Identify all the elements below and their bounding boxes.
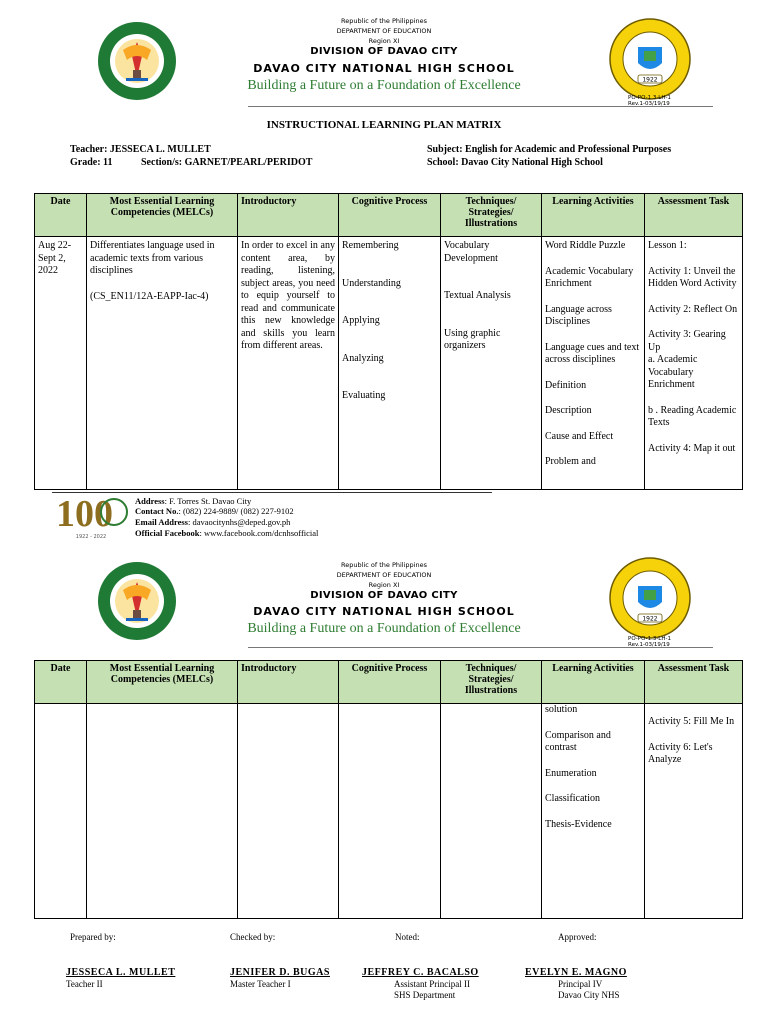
cognitive-item: Analyzing (342, 352, 384, 364)
republic-text: Republic of the Philippines (341, 17, 427, 25)
technique-item: Textual Analysis (444, 290, 511, 301)
assessment-item: Activity 2: Reflect On (648, 303, 738, 315)
checked-position: Master Teacher I (230, 979, 291, 989)
teacher-field: Teacher: JESSECA L. MULLET (70, 144, 211, 155)
header-assessment: Assessment Task (645, 194, 743, 237)
approved-name: EVELYN E. MAGNO (525, 967, 627, 978)
address-label: Address (135, 496, 165, 506)
footer-address (135, 496, 251, 506)
prepared-label: Prepared by: (70, 932, 116, 942)
introductory-cell: In order to excel in any content area, by reading, listening, subject areas, you need to equip yourself to read and communicate this new knowledge and skills you learn from different areas. (238, 237, 339, 490)
activities-cell (542, 237, 645, 490)
activity-item: solution (545, 704, 578, 715)
header-cognitive: Cognitive Process (339, 661, 441, 704)
noted-name: JEFFREY C. BACALSO (362, 967, 479, 978)
department-text: DEPARTMENT OF EDUCATION (336, 27, 432, 35)
footer-email (135, 517, 290, 527)
technique-item: Using graphic organizers (444, 327, 501, 351)
assessment-item: Activity 6: Let's Analyze (648, 741, 713, 765)
doc-rev: Rev.1-03/19/19 (628, 101, 670, 107)
header-introductory: Introductory (238, 661, 339, 704)
cognitive-cell (339, 237, 441, 490)
prepared-position: Teacher II (66, 979, 103, 989)
noted-position: Assistant Principal II (394, 979, 470, 989)
plan-table-page1 (34, 193, 743, 490)
approved-school: Davao City NHS (558, 990, 620, 1000)
date-cell: Aug 22- Sept 2, 2022 (35, 237, 87, 490)
republic-text: Republic of the Philippines (341, 561, 427, 569)
assessment-item: Activity 5: Fill Me In (648, 716, 735, 727)
centennial-logo (52, 486, 130, 542)
header-date: Date (35, 661, 87, 704)
cognitive-item: Evaluating (342, 390, 386, 401)
header-melcs: Most Essential Learning Competencies (MELCs) (87, 661, 238, 704)
activity-item: Thesis-Evidence (545, 818, 612, 830)
header-assessment: Assessment Task (645, 661, 743, 704)
assessment-cell (645, 704, 743, 919)
assessment-item: b . Reading Academic Texts (648, 404, 737, 428)
activity-item: Language cues and text across disciplines (545, 341, 640, 365)
subject-field: Subject: English for Academic and Professional Purposes (427, 144, 672, 155)
activity-item: Description (545, 405, 592, 416)
activity-item: Cause and Effect (545, 430, 614, 442)
cognitive-item: Understanding (342, 277, 401, 289)
header-introductory: Introductory (238, 194, 339, 237)
activity-item: Definition (545, 379, 587, 391)
header-melcs: Most Essential Learning Competencies (MELCs) (87, 194, 238, 237)
email-label: Email Address (135, 517, 188, 527)
school-motto: Building a Future on a Foundation of Excellence (247, 78, 521, 93)
activity-item: Academic Vocabulary Enrichment (545, 265, 634, 289)
department-text: DEPARTMENT OF EDUCATION (336, 571, 432, 579)
doc-code: PO-PO-1.3-LH-1 (628, 636, 671, 642)
table-header-row (35, 661, 743, 704)
melc-text: Differentiates language used in academic texts from various disciplines (90, 240, 215, 276)
assessment-item: Lesson 1: (648, 240, 687, 251)
assessment-item: Activity 1: Unveil the Hidden Word Activity (648, 265, 737, 289)
activity-item: Enumeration (545, 767, 597, 779)
header-date: Date (35, 194, 87, 237)
address-value: : F. Torres St. Davao City (164, 496, 252, 506)
region-text: Region XI (368, 581, 400, 589)
activity-item: Comparison and contrast (545, 729, 611, 753)
sections-field: Section/s: GARNET/PEARL/PERIDOT (141, 157, 313, 168)
melc-cell (87, 237, 238, 490)
techniques-cell (441, 704, 542, 919)
activity-item: Word Riddle Puzzle (545, 240, 626, 251)
header-cognitive: Cognitive Process (339, 194, 441, 237)
table-row (35, 704, 743, 919)
assessment-item: Activity 4: Map it out (648, 442, 736, 454)
school-field: School: Davao City National High School (427, 157, 603, 168)
facebook-value: : www.facebook.com/dcnhsofficial (199, 528, 319, 538)
school-name: DAVAO CITY NATIONAL HIGH SCHOOL (253, 605, 515, 618)
noted-label: Noted: (395, 932, 420, 942)
activity-item: Problem and (545, 456, 596, 467)
checked-label: Checked by: (230, 932, 276, 942)
table-row (35, 237, 743, 490)
facebook-label: Official Facebook (135, 528, 200, 538)
approved-label: Approved: (558, 932, 597, 942)
activity-item: Language across Disciplines (545, 303, 612, 327)
approved-position: Principal IV (558, 979, 603, 989)
header-techniques: Techniques/ Strategies/ Illustrations (441, 661, 542, 704)
cognitive-item: Applying (342, 315, 380, 326)
school-name: DAVAO CITY NATIONAL HIGH SCHOOL (253, 62, 515, 75)
checked-name: JENIFER D. BUGAS (230, 967, 330, 978)
centennial-years: 1922 - 2022 (75, 534, 107, 540)
school-motto: Building a Future on a Foundation of Excellence (247, 621, 521, 636)
footer-facebook (135, 528, 318, 538)
assessment-item: Activity 3: Gearing Up (648, 329, 726, 353)
melc-cell (87, 704, 238, 919)
cognitive-item: Remembering (342, 240, 399, 251)
date-cell (35, 704, 87, 919)
seal-year: 1922 (642, 615, 658, 623)
prepared-name: JESSECA L. MULLET (66, 967, 176, 978)
activity-item: Classification (545, 793, 600, 804)
email-value: : davaocitynhs@deped.gov.ph (187, 517, 291, 527)
contact-label: Contact No. (135, 506, 179, 516)
table-header-row (35, 194, 743, 237)
seal-year: 1922 (642, 76, 658, 84)
header-activities: Learning Activities (542, 661, 645, 704)
technique-item: Vocabulary Development (444, 240, 498, 264)
region-text: Region XI (368, 37, 400, 45)
techniques-cell (441, 237, 542, 490)
noted-department: SHS Department (394, 990, 456, 1000)
doc-rev: Rev.1-03/19/19 (628, 642, 670, 648)
doc-code: PO-PO-1.3-LH-1 (628, 95, 671, 101)
footer-contact (135, 506, 294, 516)
division-text: DIVISION OF DAVAO CITY (310, 590, 458, 601)
melc-code: (CS_EN11/12A-EAPP-Iac-4) (90, 290, 209, 302)
grade-field: Grade: 11 (70, 157, 113, 168)
page-title: INSTRUCTIONAL LEARNING PLAN MATRIX (266, 119, 502, 131)
centennial-number: 100 (56, 493, 113, 535)
header-techniques: Techniques/ Strategies/ Illustrations (441, 194, 542, 237)
activities-cell (542, 704, 645, 919)
assessment-cell (645, 237, 743, 490)
header-activities: Learning Activities (542, 194, 645, 237)
division-text: DIVISION OF DAVAO CITY (310, 46, 458, 57)
assessment-item: a. Academic Vocabulary Enrichment (648, 354, 698, 390)
contact-value: : (082) 224-9889/ (082) 227-9102 (178, 506, 294, 516)
plan-table-page2 (34, 660, 743, 919)
cognitive-cell (339, 704, 441, 919)
introductory-cell (238, 704, 339, 919)
